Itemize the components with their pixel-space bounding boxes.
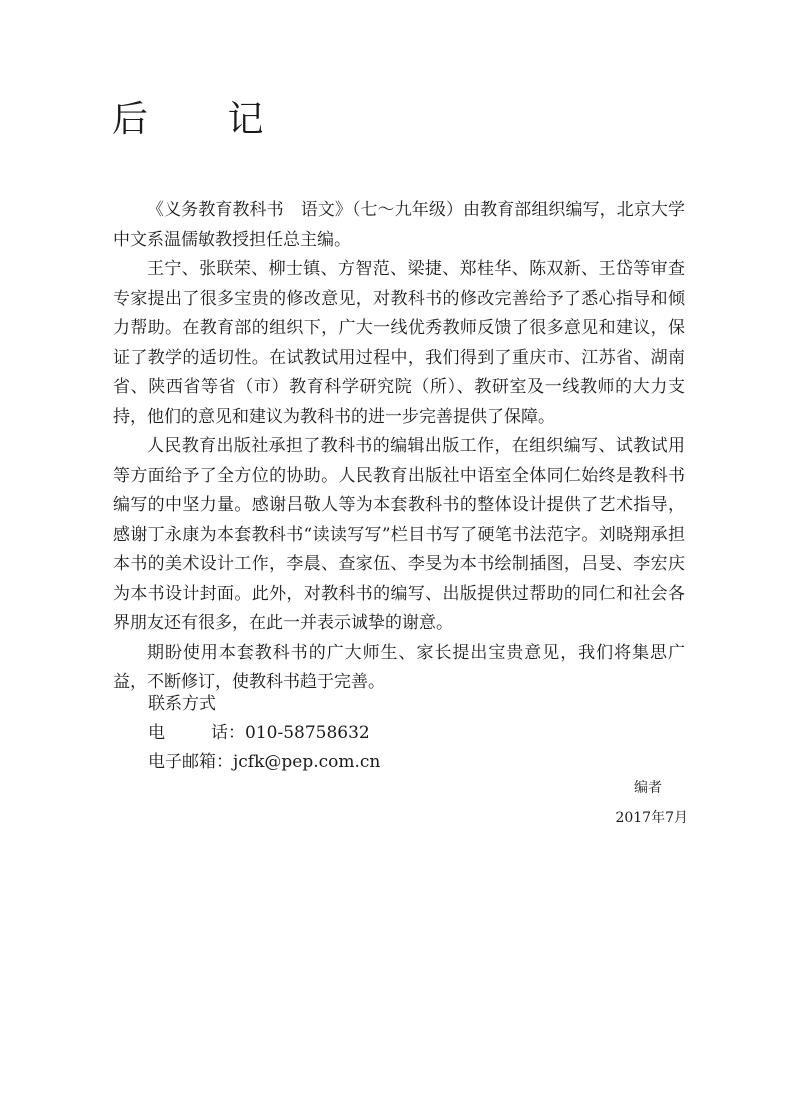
signature-editor: 编者 <box>634 780 662 796</box>
paragraph-reviewers: 王宁、张联荣、柳士镇、方智范、梁捷、郑桂华、陈双新、王岱等审查专家提出了很多宝贵的修改意见，对教科书的修改完善给予了悉心指导和倾力帮助。在教育部的组织下，广大一线优秀教师反馈了很多意见和建议，保证了教学的适切性。在试教试用过程中，我们得到了重庆市、江苏省、湖南省、陕西省等省（市）教育科学研究院（所）、教研室及一线教师的大力支持，他们的意见和建议为教科书的进一步完善提供了保障。 <box>113 259 685 427</box>
page-title: 后 记 <box>112 99 298 140</box>
signature-block <box>615 776 688 830</box>
email-value: ：jcfk@pep.com.cn <box>216 752 381 772</box>
paragraph-closing: 期盼使用本套教科书的广大师生、家长提出宝贵意见，我们将集思广益，不断修订，使教科书趋于完善。 <box>113 642 685 692</box>
afterword-body <box>113 196 685 698</box>
paragraph-intro: 《义务教育教科书 语文》（七～九年级）由教育部组织编写，北京大学中文系温儒敏教授担任总主编。 <box>113 200 685 250</box>
contact-info <box>148 690 380 777</box>
paragraph-publisher: 人民教育出版社承担了教科书的编辑出版工作，在组织编写、试教试用等方面给予了全方位的协助。人民教育出版社中语室全体同仁始终是教科书编写的中坚力量。感谢吕敬人等为本套教科书的整体设计提供了艺术指导，感谢丁永康为本套教科书“读读写写”栏目书写了硬笔书法范字。刘晓翔承担本书的美术设计工作，李晨、查家伍、李旻为本书绘制插图，吕旻、李宏庆为本书设计封面。此外，对教科书的编写、出版提供过帮助的同仁和社会各界朋友还有很多，在此一并表示诚挚的谢意。 <box>113 436 685 633</box>
contact-heading: 联系方式 <box>148 694 216 714</box>
phone-label <box>148 719 228 748</box>
phone-label-last: 话 <box>211 723 228 743</box>
phone-label-first: 电 <box>148 723 211 743</box>
email-label: 电子邮箱 <box>148 752 216 772</box>
signature-date: 2017年7月 <box>615 810 688 826</box>
contact-phone <box>148 719 380 748</box>
phone-value: ：010-58758632 <box>228 723 370 743</box>
contact-email <box>148 748 380 777</box>
